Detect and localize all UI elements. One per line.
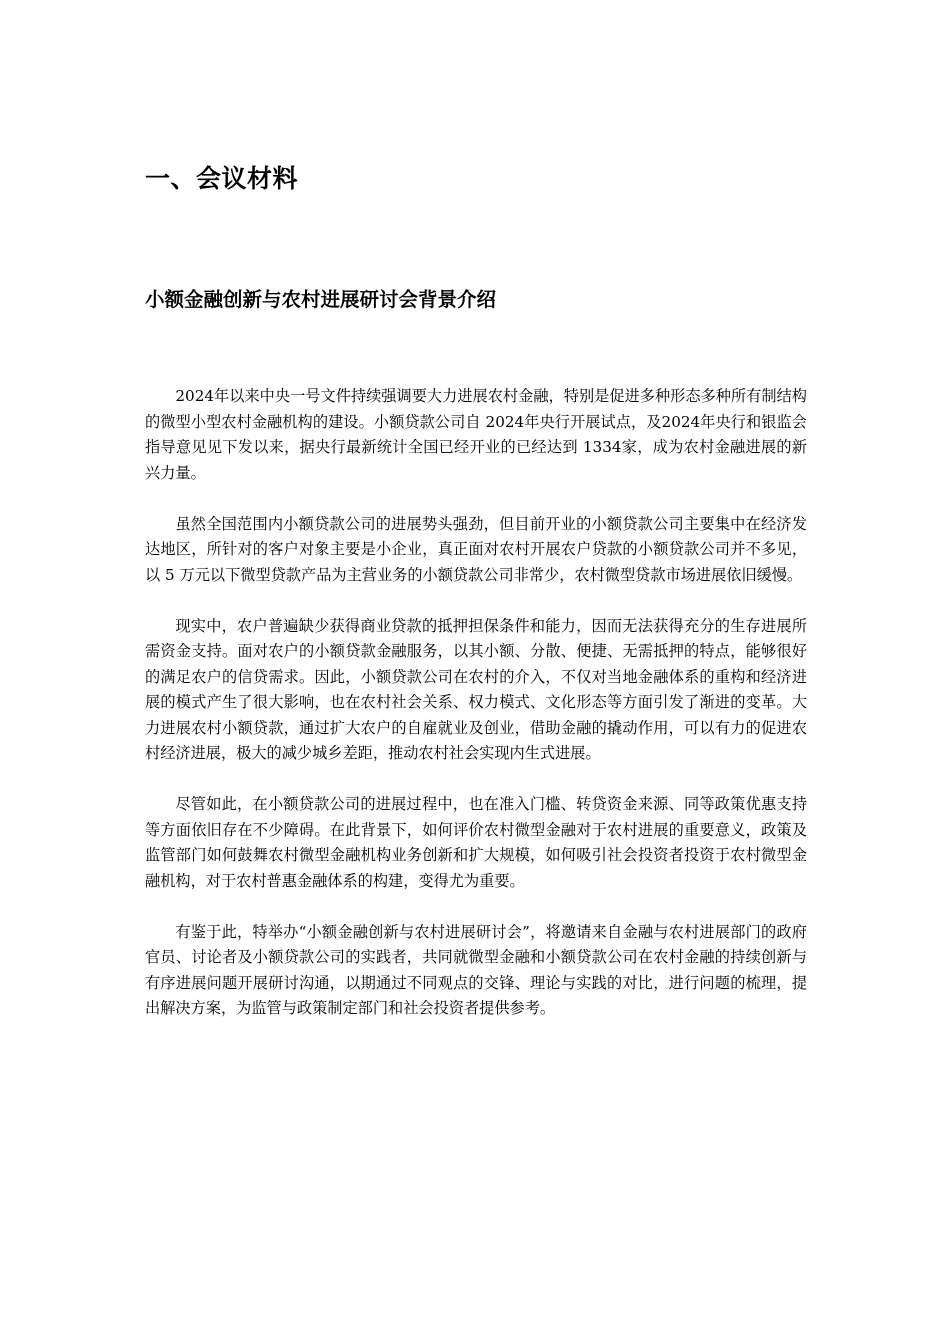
document-title: 小额金融创新与农村进展研讨会背景介绍: [145, 288, 497, 311]
body-paragraph-1: 2024年以来中央一号文件持续强调要大力进展农村金融，特别是促进多种形态多种所有制结构的微型小型农村金融机构的建设。小额贷款公司自 2024年央行开展试点，及2024年央行和银监会指导意见见下发以来，据央行最新统计全国已经开业的已经达到 1334家，成为农村金融进展的新兴力量。: [145, 387, 807, 482]
body-paragraph-2: 虽然全国范围内小额贷款公司的进展势头强劲，但目前开业的小额贷款公司主要集中在经济发达地区，所针对的客户对象主要是小企业，真正面对农村开展农户贷款的小额贷款公司并不多见，以 5 万元以下微型贷款产品为主营业务的小额贷款公司非常少，农村微型贷款市场进展依旧缓慢。: [145, 514, 807, 584]
document-body: [145, 384, 807, 1047]
body-paragraph-3: 现实中，农户普遍缺少获得商业贷款的抵押担保条件和能力，因而无法获得充分的生存进展所需资金支持。面对农户的小额贷款金融服务，以其小额、分散、便捷、无需抵押的特点，能够很好的满足农户的信贷需求。因此，小额贷款公司在农村的介入，不仅对当地金融体系的重构和经济进展的模式产生了很大影响，也在农村社会关系、权力模式、文化形态等方面引发了渐进的变革。大力进展农村小额贷款，通过扩大农户的自雇就业及创业，借助金融的撬动作用，可以有力的促进农村经济进展，极大的减少城乡差距，推动农村社会实现内生式进展。: [145, 616, 807, 762]
section-heading: 一、会议材料: [145, 164, 299, 193]
body-paragraph-4: 尽管如此，在小额贷款公司的进展过程中，也在准入门槛、转贷资金来源、同等政策优惠支持等方面依旧存在不少障碍。在此背景下，如何评价农村微型金融对于农村进展的重要意义，政策及监管部门如何鼓舞农村微型金融机构业务创新和扩大规模，如何吸引社会投资者投资于农村微型金融机构，对于农村普惠金融体系的构建，变得尤为重要。: [145, 795, 807, 890]
body-paragraph-5: 有鉴于此，特举办“小额金融创新与农村进展研讨会”，将邀请来自金融与农村进展部门的政府官员、讨论者及小额贷款公司的实践者，共同就微型金融和小额贷款公司在农村金融的持续创新与有序进展问题开展研讨沟通，以期通过不同观点的交锋、理论与实践的对比，进行问题的梳理，提出解决方案，为监管与政策制定部门和社会投资者提供参考。: [145, 922, 807, 1017]
